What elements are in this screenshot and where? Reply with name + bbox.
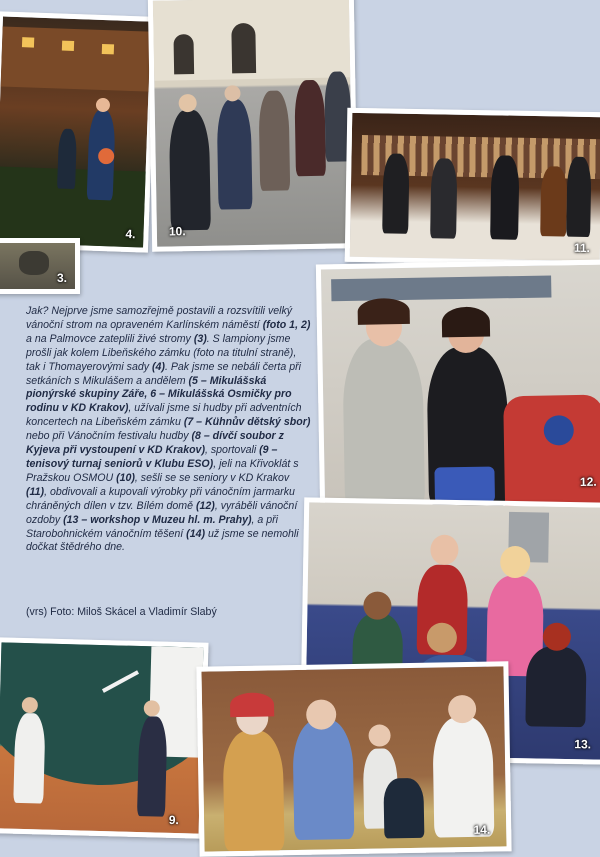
photo-number: 13.: [574, 737, 592, 752]
photo-11: [345, 108, 600, 267]
article-reference: (9 – tenisový turnaj seniorů v Klubu ESO): [26, 444, 278, 470]
article-reference: (14): [186, 527, 206, 540]
photo-number: 9.: [168, 812, 180, 828]
photo-number: 4.: [125, 226, 136, 242]
article-reference: (10): [116, 471, 135, 484]
article-segment: , sportovali: [204, 444, 260, 457]
article-reference: (3): [193, 332, 207, 345]
article-segment: nebo při Vánočním festivalu hudby: [26, 430, 192, 443]
photo-number: 14.: [473, 822, 491, 837]
article-text: [26, 305, 312, 555]
article-reference: (5 – Mikulášská pionýrské skupiny Záře, 6 – Mikulášská Osmičky pro rodinu v KD Krakov): [26, 374, 292, 415]
article-segment: . S lampiony jsme prošli jak kolem Libeňského zámku (foto na titulní straně), tak i Thomayerovými sady: [26, 332, 297, 373]
article-reference: (foto 1, 2): [262, 318, 311, 331]
photo-number: 12.: [579, 474, 597, 489]
photo-number: 3.: [56, 271, 67, 285]
article-segment: , vyráběli vánoční ozdoby: [26, 499, 298, 526]
article-reference: (4): [152, 360, 165, 373]
article-reference: (11): [26, 485, 45, 498]
photo-12: [316, 259, 600, 514]
article-reference: (13 – workshop v Muzeu hl. m. Prahy): [63, 513, 252, 526]
photo-number: 11.: [573, 240, 591, 255]
article-segment: , užívali jsme si hudby při adventních koncertech na Libeňském zámku: [26, 402, 302, 429]
article-segment: , a při Starobohnickém vánočním těšení: [26, 513, 278, 540]
photo-10: [148, 0, 358, 252]
photo-3: [0, 238, 80, 294]
article-reference: (8 – dívčí soubor z Kyjeva při vystoupení v KD Krakov): [26, 430, 284, 457]
photo-14: [196, 661, 511, 856]
photo-credits: (vrs) Foto: Miloš Skácel a Vladimír Slabý: [26, 606, 217, 618]
article-segment: , jeli na Křivoklát s Pražskou OSMOU: [26, 457, 299, 484]
photo-number: 10.: [168, 224, 186, 239]
photo-9: [0, 637, 209, 838]
photo-4: [0, 11, 156, 252]
article-reference: (12): [195, 499, 215, 512]
article-segment: a na Palmovce zateplili živé stromy: [26, 332, 194, 345]
article-segment: už jsme se nemohli dočkat štědrého dne.: [26, 527, 299, 554]
article-segment: , sešli se se seniory v KD Krakov: [134, 471, 290, 484]
article-segment: . Pak jsme se nebáli čerta při setkáních s Mikulášem a andělem: [26, 360, 301, 387]
article-segment: Jak? Nejprve jsme samozřejmě postavili a rozsvítili velký vánoční strom na opraveném Karlínském náměstí: [26, 305, 293, 331]
article-segment: , obdivovali a kupovali výrobky při vánočním jarmarku chráněných dílen v tzv. Bílém domě: [26, 485, 295, 512]
article-reference: (7 – Kühnův dětský sbor): [183, 416, 311, 429]
